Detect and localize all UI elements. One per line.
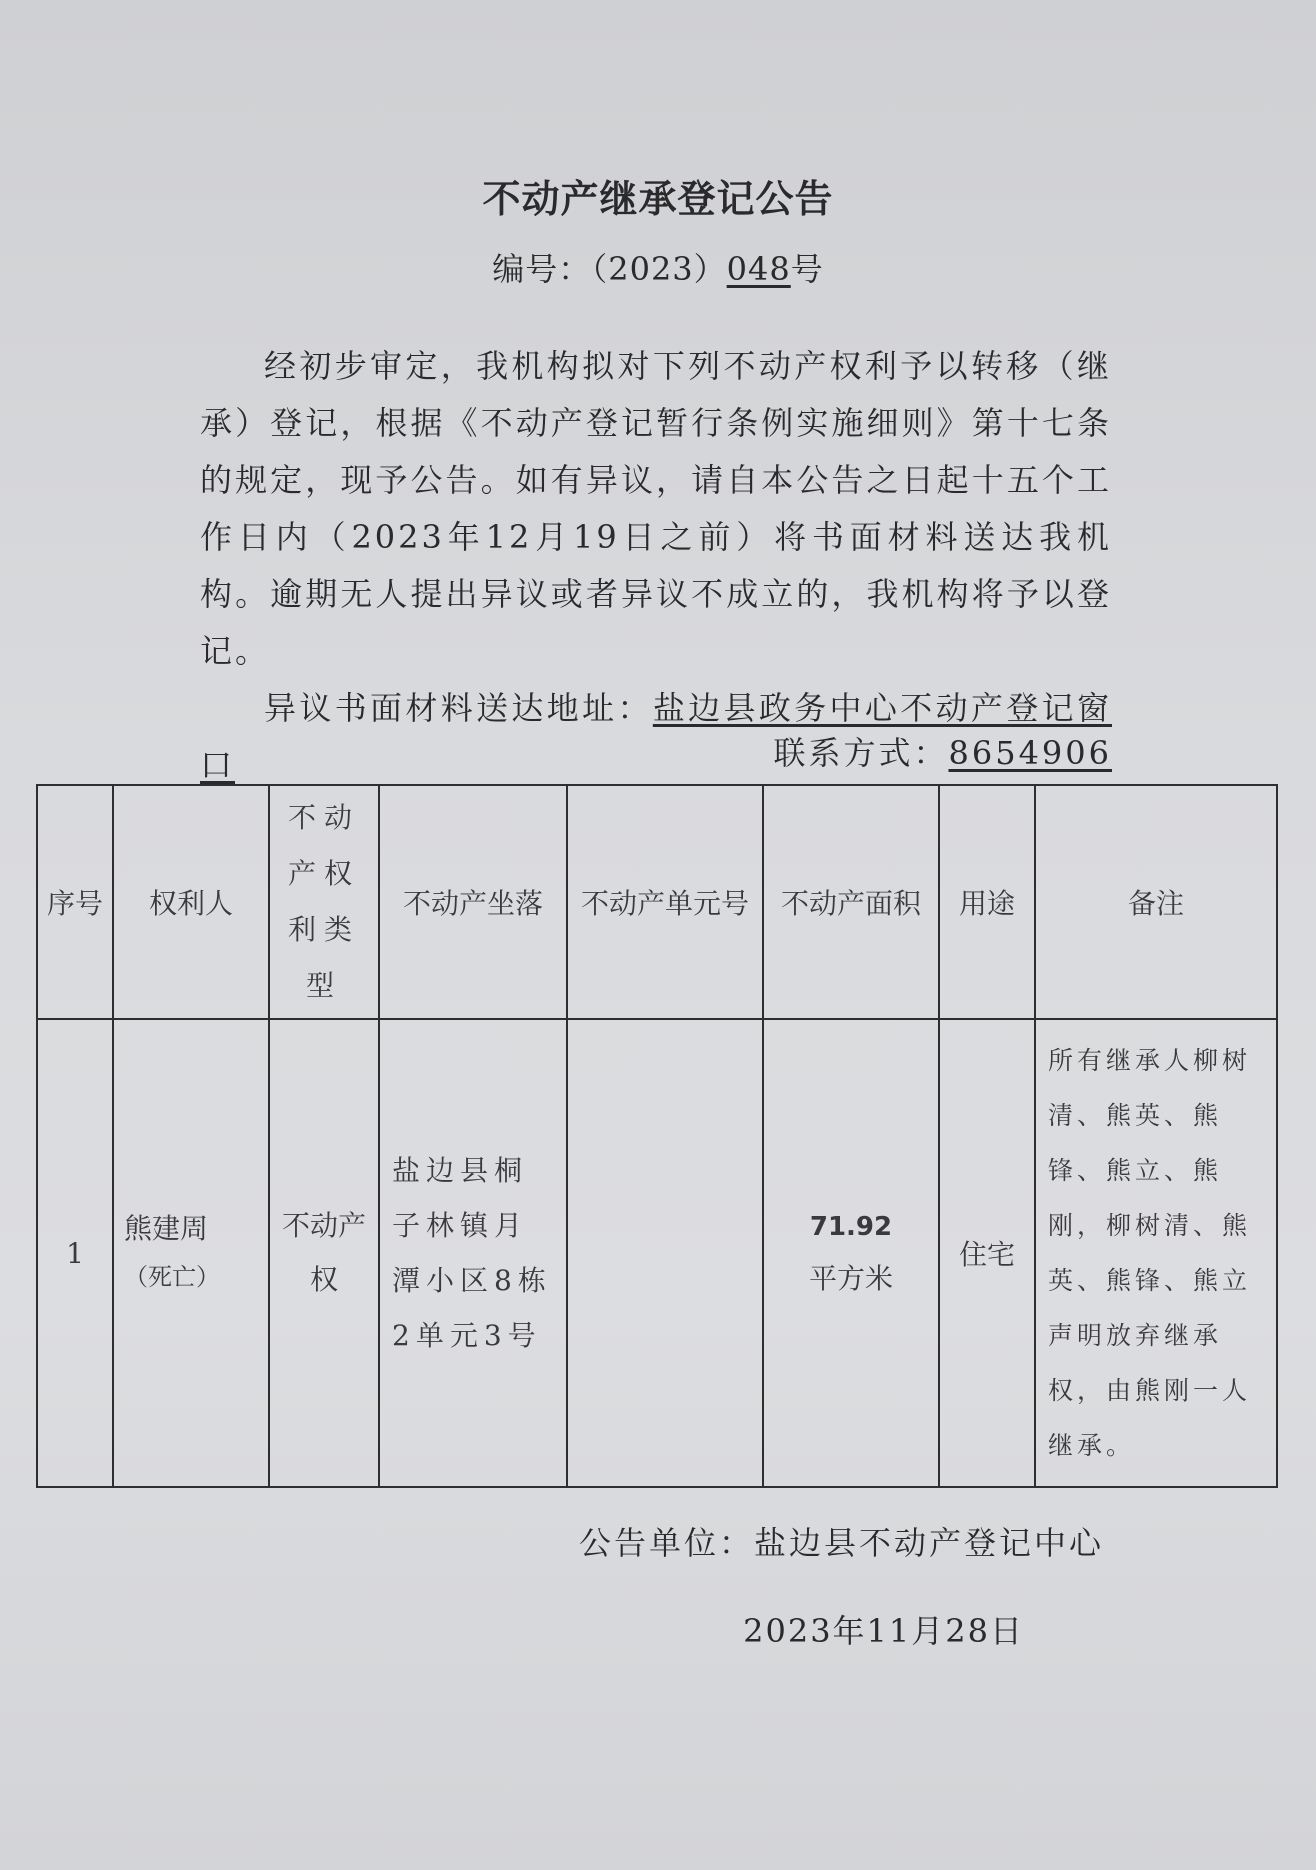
table-header-row: [37, 785, 1277, 1019]
notice-paragraph: 经初步审定，我机构拟对下列不动产权利予以转移（继承）登记，根据《不动产登记暂行条例实施细则》第十七条的规定，现予公告。如有异议，请自本公告之日起十五个工作日内（2023年12月19日之前）将书面材料送达我机构。逾期无人提出异议或者异议不成立的，我机构将予以登记。: [200, 347, 1112, 670]
header-usage: 用途: [939, 785, 1035, 1019]
notice-number: [0, 244, 1316, 290]
cell-seq: 1: [37, 1019, 113, 1487]
cell-holder: [113, 1019, 269, 1487]
address-value: 盐边县政务中心不动产登记窗口: [200, 689, 1112, 784]
header-remark: 备注: [1035, 785, 1277, 1019]
header-area: 不动产面积: [763, 785, 939, 1019]
contact-label: 联系方式：: [773, 734, 949, 772]
holder-name: 熊建周: [124, 1212, 209, 1245]
header-holder: 权利人: [113, 785, 269, 1019]
header-right-type: 不动产权利类型: [269, 785, 379, 1019]
notice-number-suffix: 号: [790, 250, 824, 288]
cell-unit-no: [567, 1019, 763, 1487]
area-value: 71.92: [809, 1212, 893, 1242]
notice-title: 不动产继承登记公告: [482, 176, 834, 221]
notice-number-value: 048: [726, 250, 791, 288]
issue-date: 2023年11月28日: [743, 1612, 1024, 1650]
contact-line: [773, 728, 1112, 774]
cell-location: 盐边县桐子林镇月潭小区8栋2单元3号: [379, 1019, 567, 1487]
cell-area: [763, 1019, 939, 1487]
cell-usage: 住宅: [939, 1019, 1035, 1487]
issuer-line: 公告单位：盐边县不动产登记中心: [578, 1524, 1104, 1562]
area-unit: 平方米: [808, 1262, 893, 1295]
notice-number-prefix: 编号：（2023）: [492, 250, 727, 288]
contact-value: 8654906: [948, 734, 1112, 772]
notice-body: [200, 338, 1112, 794]
address-label: 异议书面材料送达地址：: [264, 689, 653, 727]
holder-note: （死亡）: [124, 1263, 220, 1291]
table-row: [37, 1019, 1277, 1487]
header-location: 不动产坐落: [379, 785, 567, 1019]
cell-remark: 所有继承人柳树清、熊英、熊锋、熊立、熊刚，柳树清、熊英、熊锋、熊立声明放弃继承权，由熊刚一人继承。: [1035, 1019, 1277, 1487]
property-table: [36, 784, 1278, 1488]
header-seq: 序号: [37, 785, 113, 1019]
cell-right-type: 不动产权: [269, 1019, 379, 1487]
header-unit-no: 不动产单元号: [567, 785, 763, 1019]
